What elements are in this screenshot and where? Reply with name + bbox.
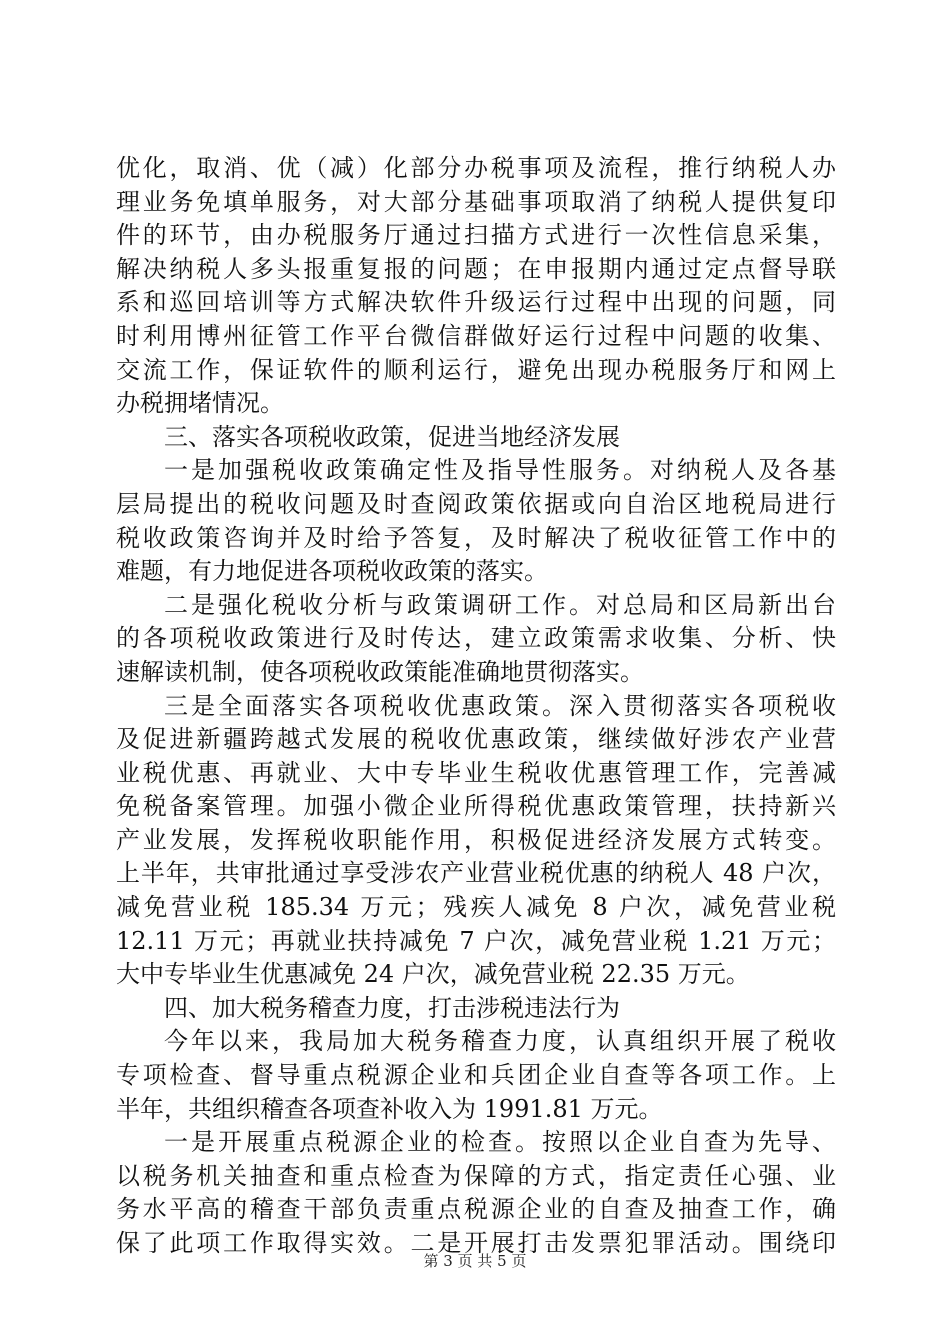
text-line: 三、落实各项税收政策，促进当地经济发展 — [164, 422, 620, 451]
text-line: 的各项税收政策进行及时传达，建立政策需求收集、分析、快 — [116, 624, 836, 653]
text-line: 今年以来，我局加大税务稽查力度，认真组织开展了税收 — [164, 1027, 836, 1056]
text-line: 免税备案管理。加强小微企业所得税优惠政策管理，扶持新兴 — [116, 792, 836, 821]
text-line: 办税拥堵情况。 — [116, 389, 284, 418]
text-line: 上半年，共审批通过享受涉农产业营业税优惠的纳税人 48 户次， — [116, 859, 836, 888]
text-line: 二是强化税收分析与政策调研工作。对总局和区局新出台 — [164, 590, 836, 619]
text-line: 一是加强税收政策确定性及指导性服务。对纳税人及各基 — [164, 456, 836, 485]
text-line: 业税优惠、再就业、大中专毕业生税收优惠管理工作，完善减 — [116, 758, 836, 787]
text-line: 难题，有力地促进各项税收政策的落实。 — [116, 557, 548, 586]
text-line: 交流工作，保证软件的顺利运行，避免出现办税服务厅和网上 — [116, 355, 836, 384]
text-line: 半年，共组织稽查各项查补收入为 1991.81 万元。 — [116, 1094, 663, 1123]
text-line: 大中专毕业生优惠减免 24 户次，减免营业税 22.35 万元。 — [116, 960, 750, 989]
text-line: 四、加大税务稽查力度，打击涉税违法行为 — [164, 993, 620, 1022]
text-line: 产业发展，发挥税收职能作用，积极促进经济发展方式转变。 — [116, 825, 836, 854]
text-line: 时利用博州征管工作平台微信群做好运行过程中问题的收集、 — [116, 321, 836, 350]
text-line: 解决纳税人多头报重复报的问题；在申报期内通过定点督导联 — [116, 254, 836, 283]
text-line: 及促进新疆跨越式发展的税收优惠政策，继续做好涉农产业营 — [116, 725, 836, 754]
text-line: 以税务机关抽查和重点检查为保障的方式，指定责任心强、业 — [116, 1161, 836, 1190]
text-line: 三是全面落实各项税收优惠政策。深入贯彻落实各项税收 — [164, 691, 836, 720]
page-footer: 第 3 页 共 5 页 — [423, 1252, 527, 1270]
text-line: 税收政策咨询并及时给予答复，及时解决了税收征管工作中的 — [116, 523, 836, 552]
text-line: 保了此项工作取得实效。二是开展打击发票犯罪活动。围绕印 — [116, 1229, 836, 1257]
text-line: 务水平高的稽查干部负责重点税源企业的自查及抽查工作，确 — [116, 1195, 836, 1224]
text-line: 专项检查、督导重点税源企业和兵团企业自查等各项工作。上 — [116, 1061, 836, 1090]
text-line: 速解读机制，使各项税收政策能准确地贯彻落实。 — [116, 657, 644, 686]
text-line: 减免营业税 185.34 万元；残疾人减免 8 户次，减免营业税 — [116, 893, 836, 922]
text-line: 件的环节，由办税服务厅通过扫描方式进行一次性信息采集， — [116, 221, 836, 250]
text-line: 层局提出的税收问题及时查阅政策依据或向自治区地税局进行 — [116, 489, 836, 518]
text-line: 系和巡回培训等方式解决软件升级运行过程中出现的问题，同 — [116, 288, 836, 317]
text-line: 12.11 万元；再就业扶持减免 7 户次，减免营业税 1.21 万元； — [116, 926, 836, 955]
text-line: 优化，取消、优（减）化部分办税事项及流程，推行纳税人办 — [116, 154, 836, 182]
document-body — [116, 152, 836, 1261]
text-line: 理业务免填单服务，对大部分基础事项取消了纳税人提供复印 — [116, 187, 836, 216]
text-line: 一是开展重点税源企业的检查。按照以企业自查为先导、 — [164, 1128, 836, 1157]
